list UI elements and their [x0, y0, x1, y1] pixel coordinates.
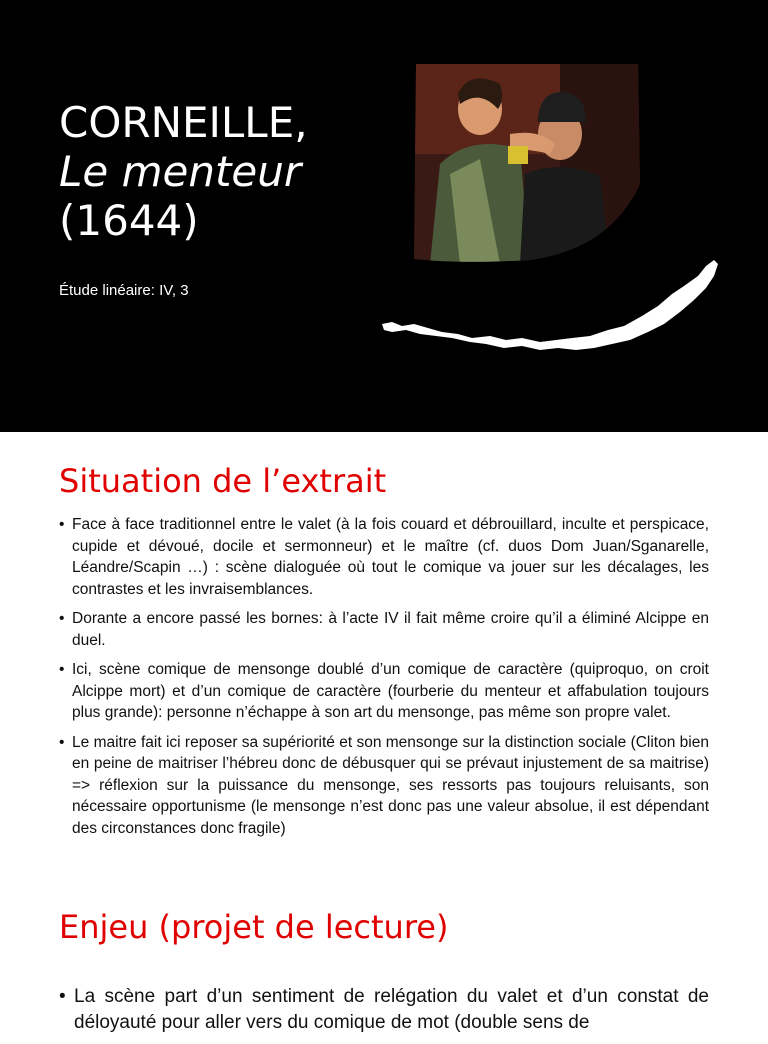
torn-paper-decoration	[380, 258, 720, 358]
author-name: CORNEILLE,	[59, 98, 308, 147]
list-item: • Face à face traditionnel entre le valet (à la fois couard et débrouillard, inculte et perspicace, cupide et dévoué, docile et sermonneur) et le maître (cf. duos Dom Juan/Sganarelle, Léandre/Scapin …) : scène dialoguée où tout le comique va jouer sur les décalages, les contrastes et les invraisemblances.	[59, 516, 709, 598]
play-title: Le menteur	[59, 147, 302, 196]
situation-heading: Situation de l’extrait	[59, 462, 387, 500]
enjeu-heading: Enjeu (projet de lecture)	[59, 908, 449, 946]
bullet-icon: •	[59, 733, 65, 751]
play-year: (1644)	[59, 196, 199, 245]
bullet-icon: •	[59, 610, 65, 627]
slide-title	[59, 98, 308, 245]
situation-bullet-list	[59, 514, 709, 847]
list-item: • Ici, scène comique de mensonge doublé d’un comique de caractère (quiproquo, on croit Alcippe mort) et d’un comique de caractère (fourberie du menteur et affabulation toujours plus grande): personne n’échappe à son art du mensonge, pas même son propre valet.	[59, 661, 709, 721]
content-slide	[0, 432, 768, 1033]
bullet-icon: •	[59, 986, 66, 1007]
bullet-icon: •	[59, 516, 65, 533]
list-item: • Dorante a encore passé les bornes: à l’acte IV il fait même croire qu’il a éliminé Alcippe en duel.	[59, 610, 709, 649]
actors-photo	[410, 64, 645, 264]
title-slide	[0, 0, 768, 432]
slide-subtitle: Étude linéaire: IV, 3	[59, 282, 189, 299]
list-item: • La scène part d’un sentiment de relégation du valet et d’un constat de déloyauté pour aller vers du comique de mot (double sens de	[59, 986, 709, 1033]
enjeu-bullet-list	[59, 984, 709, 1044]
list-item: • Le maitre fait ici reposer sa supériorité et son mensonge sur la distinction sociale (Cliton bien en peine de maitriser l’hébreu donc de débusquer qui se prévaut injustement de sa maitrise) => réflexion sur la puissance du mensonge, ses ressorts pas toujours reluisants, son nécessaire opportunisme (le mensonge n’est donc pas une valeur absolue, il est dépendant des circonstances donc fragile)	[59, 733, 709, 837]
bullet-icon: •	[59, 661, 65, 678]
